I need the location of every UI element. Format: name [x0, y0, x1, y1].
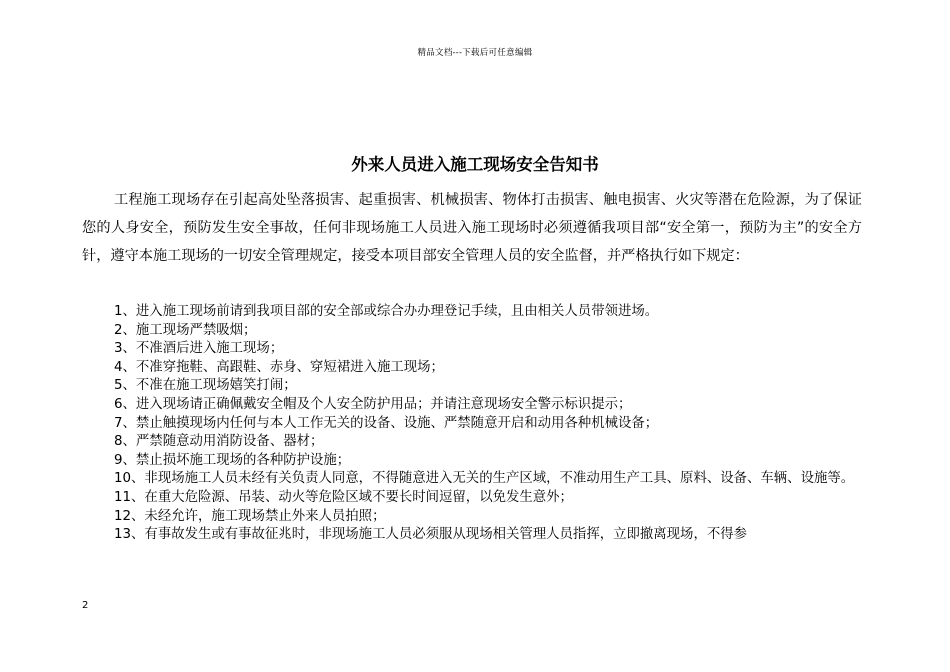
- rule-item: 7、禁止触摸现场内任何与本人工作无关的设备、设施、严禁随意开启和动用各种机械设备；: [114, 415, 659, 431]
- rule-item: 10、非现场施工人员未经有关负责人同意，不得随意进入无关的生产区域，不准动用生产工具、原料、设备、车辆、设施等。: [114, 471, 855, 487]
- page-number: 2: [82, 600, 89, 611]
- rule-item: 4、不准穿拖鞋、高跟鞋、赤身、穿短裙进入施工现场；: [114, 359, 444, 375]
- rule-item: 12、未经允许，施工现场禁止外来人员拍照；: [114, 508, 386, 524]
- rule-item: 3、不准酒后进入施工现场；: [114, 341, 284, 357]
- rule-item: 11、在重大危险源、吊装、动火等危险区域不要长时间逗留，以免发生意外；: [114, 489, 573, 505]
- intro-paragraph: 工程施工现场存在引起高处坠落损害、起重损害、机械损害、物体打击损害、触电损害、火灾等潜在危险源，为了保证您的人身安全，预防发生安全事故，任何非现场施工人员进入施工现场时必须遵循我项目部“安全第一，预防为主”的安全方针，遵守本施工现场的一切安全管理规定，接受本项目部安全管理人员的安全监督，并严格执行如下规定：: [82, 192, 862, 265]
- document-title: 外来人员进入施工现场安全告知书: [351, 155, 599, 174]
- rules-list: [82, 303, 868, 545]
- rule-item: 5、不准在施工现场嬉笑打闹；: [114, 378, 297, 394]
- rule-item: 9、禁止损坏施工现场的各种防护设施；: [114, 452, 351, 468]
- header-note: 精品文档---下载后可任意编辑: [417, 48, 533, 58]
- rule-item: 6、进入现场请正确佩戴安全帽及个人安全防护用品；并请注意现场安全警示标识提示；: [114, 396, 632, 412]
- rule-item: 1、进入施工现场前请到我项目部的安全部或综合办办理登记手续，且由相关人员带领进场。: [114, 304, 659, 319]
- rule-item: 13、有事故发生或有事故征兆时，非现场施工人员必须服从现场相关管理人员指挥，立即撤离现场，不得参: [114, 527, 748, 543]
- rule-item: 8、严禁随意动用消防设备、器材；: [114, 434, 324, 450]
- rule-item: 2、施工现场严禁吸烟；: [114, 322, 257, 338]
